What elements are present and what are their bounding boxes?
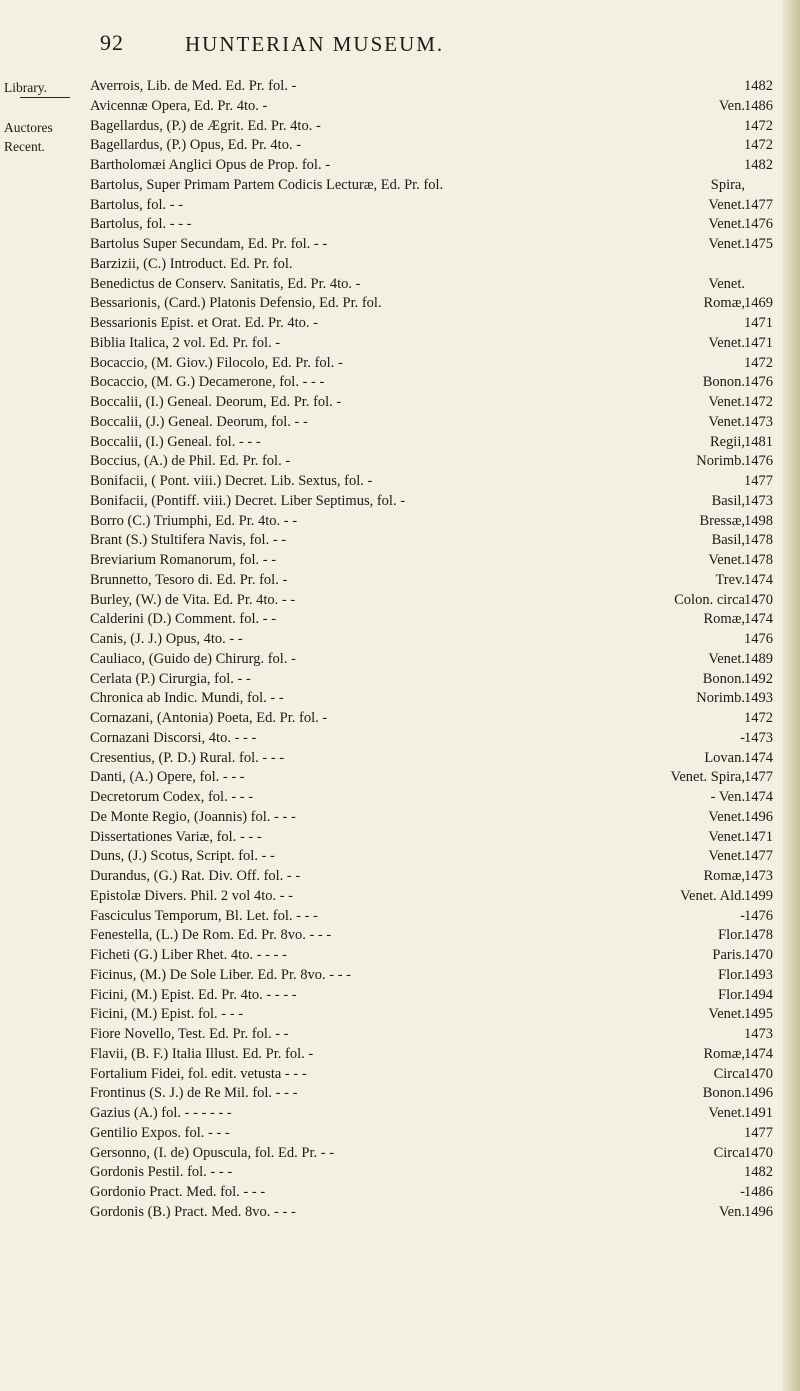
- entry-title: Fenestella, (L.) De Rom. Ed. Pr. 8vo. - - -: [90, 927, 332, 944]
- catalogue-entry: [0, 197, 800, 217]
- entry-year: 1472: [744, 394, 773, 410]
- entry-title: Ficheti (G.) Liber Rhet. 4to. - - - -: [90, 947, 287, 963]
- catalogue-entry: [0, 1184, 800, 1204]
- entry-place: Lovan.: [704, 749, 745, 766]
- catalogue-entry: [0, 572, 800, 592]
- entry-year: 1472: [744, 354, 773, 371]
- catalogue-entry: [0, 434, 800, 454]
- entry-place: Venet. Ald.: [680, 887, 745, 904]
- entry-year: 1486: [744, 1184, 773, 1200]
- entry-place: Venet.: [708, 196, 745, 213]
- entry-title: Dissertationes Variæ, fol. - - -: [90, 828, 262, 845]
- catalogue-entry: [0, 690, 800, 710]
- catalogue-entry: [0, 1026, 800, 1046]
- catalogue-entry: [0, 1145, 800, 1165]
- entry-year: 1475: [744, 236, 773, 252]
- catalogue-entry: [0, 414, 800, 434]
- entry-year: 1473: [744, 868, 773, 884]
- entry-title: Cresentius, (P. D.) Rural. fol. - - -: [90, 749, 285, 766]
- catalogue-entry: [0, 848, 800, 868]
- entry-place: Regii,: [709, 433, 745, 450]
- catalogue-entry: [0, 335, 800, 355]
- entry-year: 1469: [744, 295, 773, 312]
- entry-place: Spira,: [710, 176, 745, 193]
- catalogue-entry: [0, 513, 800, 533]
- entry-year: 1489: [744, 650, 773, 667]
- entry-title: Biblia Italica, 2 vol. Ed. Pr. fol. -: [90, 334, 281, 351]
- entry-title: Bartolus, fol. - -: [90, 196, 184, 213]
- entry-place: -: [740, 907, 745, 924]
- entry-title: Bocaccio, (M. G.) Decamerone, fol. - - -: [90, 374, 325, 391]
- entry-place: Trev.: [715, 571, 745, 588]
- catalogue-entry: [0, 789, 800, 809]
- entry-year: 1496: [744, 1203, 773, 1220]
- entry-year: 1474: [744, 749, 773, 766]
- entry-title: De Monte Regio, (Joannis) fol. - - -: [90, 808, 296, 825]
- entry-place: Circa: [713, 1065, 745, 1082]
- entry-title: Bagellardus, (P.) Opus, Ed. Pr. 4to. -: [90, 137, 302, 154]
- entry-year: 1474: [744, 789, 773, 805]
- entry-place: Venet.: [708, 650, 745, 667]
- catalogue-entry: [0, 868, 800, 888]
- entry-place: Venet.: [708, 1105, 745, 1121]
- entry-title: Gordonis Pestil. fol. - - -: [90, 1164, 233, 1181]
- entry-title: Breviarium Romanorum, fol. - -: [90, 552, 277, 568]
- running-title: HUNTERIAN MUSEUM.: [185, 32, 445, 56]
- catalogue-entry: [0, 829, 800, 849]
- entry-year: 1496: [744, 1085, 773, 1102]
- entry-title: Gordonio Pract. Med. fol. - - -: [90, 1184, 266, 1200]
- entry-title: Calderini (D.) Comment. fol. - -: [90, 611, 277, 628]
- entry-place: Venet.: [708, 1006, 745, 1023]
- entry-title: Bartolus, Super Primam Partem Codicis Lecturæ, Ed. Pr. fol.: [90, 176, 444, 193]
- entry-title: Brunnetto, Tesoro di. Ed. Pr. fol. -: [90, 571, 288, 588]
- entry-place: Circa: [713, 1144, 745, 1161]
- entry-title: Flavii, (B. F.) Italia Illust. Ed. Pr. fol. -: [90, 1045, 314, 1062]
- entry-title: Cornazani Discorsi, 4to. - - -: [90, 729, 257, 746]
- entry-year: 1482: [744, 78, 773, 94]
- entry-year: 1470: [744, 1144, 773, 1161]
- catalogue-entry: [0, 453, 800, 473]
- entry-year: 1496: [744, 808, 773, 825]
- entry-place: Romæ,: [703, 868, 745, 884]
- catalogue-entry: [0, 493, 800, 513]
- entry-year: 1476: [744, 453, 773, 470]
- catalogue-entry: [0, 374, 800, 394]
- entry-title: Boccalii, (I.) Geneal. fol. - - -: [90, 433, 261, 450]
- entry-title: Durandus, (G.) Rat. Div. Off. fol. - -: [90, 868, 301, 884]
- page-number: 92: [100, 30, 124, 55]
- entry-year: 1470: [744, 1065, 773, 1082]
- entry-year: 1477: [744, 473, 773, 489]
- catalogue-entry: [0, 236, 800, 256]
- entry-title: Chronica ab Indic. Mundi, fol. - -: [90, 690, 284, 707]
- entry-place: Basil,: [711, 532, 745, 549]
- entry-title: Bonifacii, (Pontiff. viii.) Decret. Liber Septimus, fol. -: [90, 492, 406, 509]
- entry-year: 1473: [744, 413, 773, 430]
- entry-place: Ven.: [718, 97, 745, 114]
- catalogue-entry: [0, 1006, 800, 1026]
- entry-title: Fortalium Fidei, fol. edit. vetusta - - -: [90, 1065, 307, 1082]
- entry-year: 1474: [744, 611, 773, 628]
- entry-place: Venet. Spira,: [670, 769, 745, 786]
- entry-title: Boccalii, (I.) Geneal. Deorum, Ed. Pr. fol. -: [90, 394, 342, 410]
- entry-place: Venet.: [708, 848, 745, 865]
- entry-title: Boccalii, (J.) Geneal. Deorum, fol. - -: [90, 413, 308, 430]
- entry-place: Ven.: [718, 1203, 745, 1220]
- entry-title: Borro (C.) Triumphi, Ed. Pr. 4to. - -: [90, 512, 298, 529]
- catalogue-entry: [0, 769, 800, 789]
- entry-title: Canis, (J. J.) Opus, 4to. - -: [90, 631, 243, 647]
- entry-year: 1482: [744, 157, 773, 173]
- entry-year: 1493: [744, 966, 773, 983]
- entry-year: 1474: [744, 1045, 773, 1062]
- catalogue-entry: [0, 927, 800, 947]
- catalogue-entry: [0, 78, 800, 98]
- entry-title: Duns, (J.) Scotus, Script. fol. - -: [90, 848, 275, 865]
- entry-year: 1499: [744, 887, 773, 904]
- entry-title: Epistolæ Divers. Phil. 2 vol 4to. - -: [90, 887, 293, 904]
- entry-title: Bonifacii, ( Pont. viii.) Decret. Lib. Sextus, fol. -: [90, 473, 373, 489]
- entry-place: Venet.: [708, 552, 745, 568]
- catalogue-entry: [0, 295, 800, 315]
- entry-place: Paris.: [712, 947, 745, 963]
- catalogue-entry: [0, 908, 800, 928]
- entry-year: 1493: [744, 690, 773, 707]
- entry-place: Norimb.: [696, 690, 745, 707]
- catalogue-entry: [0, 710, 800, 730]
- entry-year: 1477: [744, 196, 773, 213]
- entry-place: Venet.: [708, 334, 745, 351]
- entry-year: 1478: [744, 532, 773, 549]
- entry-year: 1473: [744, 1026, 773, 1042]
- entry-year: 1478: [744, 927, 773, 944]
- catalogue-entry: [0, 355, 800, 375]
- catalogue-entry: [0, 137, 800, 157]
- entry-place: Venet.: [708, 808, 745, 825]
- catalogue-entry: [0, 473, 800, 493]
- entry-title: Cauliaco, (Guido de) Chirurg. fol. -: [90, 650, 296, 667]
- entry-place: Flor.: [718, 966, 745, 983]
- entry-place: Bonon.: [702, 374, 745, 391]
- entry-year: 1478: [744, 552, 773, 568]
- catalogue-entry: [0, 631, 800, 651]
- entry-place: Venet.: [708, 236, 745, 252]
- entry-year: 1476: [744, 907, 773, 924]
- catalogue-entry: [0, 315, 800, 335]
- catalogue-entry: [0, 98, 800, 118]
- entry-title: Decretorum Codex, fol. - - -: [90, 789, 254, 805]
- entry-year: 1486: [744, 97, 773, 114]
- catalogue-entry: [0, 750, 800, 770]
- entry-title: Bartolus Super Secundam, Ed. Pr. fol. - -: [90, 236, 328, 252]
- entry-year: 1477: [744, 769, 773, 786]
- entry-title: Bessarionis Epist. et Orat. Ed. Pr. 4to. -: [90, 315, 318, 331]
- entry-title: Benedictus de Conserv. Sanitatis, Ed. Pr. 4to. -: [90, 275, 361, 292]
- entry-place: - Ven.: [710, 789, 745, 805]
- entry-year: 1476: [744, 216, 773, 233]
- entry-place: Flor.: [718, 986, 745, 1003]
- entry-place: Romæ,: [703, 1045, 745, 1062]
- entry-year: 1473: [744, 492, 773, 509]
- entry-title: Fasciculus Temporum, Bl. Let. fol. - - -: [90, 907, 318, 924]
- entry-year: 1473: [744, 729, 773, 746]
- entry-year: 1472: [744, 117, 773, 134]
- entry-place: -: [740, 729, 745, 746]
- entry-place: Flor.: [718, 927, 745, 944]
- catalogue-entry: [0, 671, 800, 691]
- entry-place: Romæ,: [703, 295, 745, 312]
- catalogue-entry: [0, 256, 800, 276]
- catalogue-entry: [0, 1125, 800, 1145]
- catalogue-entry: [0, 177, 800, 197]
- entry-title: Ficinus, (M.) De Sole Liber. Ed. Pr. 8vo. - - -: [90, 966, 351, 983]
- entry-year: 1472: [744, 137, 773, 154]
- catalogue-entry: [0, 532, 800, 552]
- entry-title: Boccius, (A.) de Phil. Ed. Pr. fol. -: [90, 453, 291, 470]
- entry-year: 1492: [744, 670, 773, 687]
- entry-year: 1472: [744, 710, 773, 726]
- entry-title: Bartolus, fol. - - -: [90, 216, 192, 233]
- catalogue-entry: [0, 611, 800, 631]
- entry-title: Gersonno, (I. de) Opuscula, fol. Ed. Pr. - -: [90, 1144, 335, 1161]
- entry-place: Venet.: [708, 413, 745, 430]
- entry-year: 1494: [744, 986, 773, 1003]
- entry-place: Norimb.: [696, 453, 745, 470]
- entry-year: 1481: [744, 433, 773, 450]
- entry-title: Gentilio Expos. fol. - - -: [90, 1124, 230, 1141]
- catalogue-entry: [0, 394, 800, 414]
- entry-title: Averrois, Lib. de Med. Ed. Pr. fol. -: [90, 78, 297, 94]
- entry-title: Barzizii, (C.) Introduct. Ed. Pr. fol.: [90, 255, 293, 272]
- entry-year: 1477: [744, 848, 773, 865]
- entry-place: Venet.: [708, 275, 745, 292]
- catalogue-entry: [0, 118, 800, 138]
- entry-title: Avicennæ Opera, Ed. Pr. 4to. -: [90, 97, 268, 114]
- entry-title: Gazius (A.) fol. - - - - - -: [90, 1105, 232, 1121]
- entry-year: 1470: [744, 591, 773, 608]
- entry-title: Burley, (W.) de Vita. Ed. Pr. 4to. - -: [90, 591, 296, 608]
- catalogue-entry: [0, 1164, 800, 1184]
- catalogue-entry: [0, 1046, 800, 1066]
- entry-year: 1474: [744, 571, 773, 588]
- entry-year: 1476: [744, 631, 773, 647]
- entry-title: Bessarionis, (Card.) Platonis Defensio, Ed. Pr. fol.: [90, 295, 382, 312]
- entry-place: Colon. circa: [674, 591, 745, 608]
- catalogue-entry: [0, 809, 800, 829]
- entry-title: Cornazani, (Antonia) Poeta, Ed. Pr. fol. -: [90, 710, 328, 726]
- entry-title: Ficini, (M.) Epist. Ed. Pr. 4to. - - - -: [90, 986, 297, 1003]
- catalogue-entry: [0, 1085, 800, 1105]
- catalogue-entry: [0, 967, 800, 987]
- entry-title: Cerlata (P.) Cirurgia, fol. - -: [90, 670, 251, 687]
- catalogue-entry: [0, 276, 800, 296]
- catalogue-entry: [0, 987, 800, 1007]
- entry-year: 1491: [744, 1105, 773, 1121]
- catalogue-entry: [0, 157, 800, 177]
- entry-year: 1471: [744, 315, 773, 331]
- catalogue-entry: [0, 888, 800, 908]
- entry-place: Venet.: [708, 216, 745, 233]
- side-label-library: Library.: [4, 80, 47, 95]
- entry-title: Frontinus (S. J.) de Re Mil. fol. - - -: [90, 1085, 298, 1102]
- entry-place: Bonon.: [702, 1085, 745, 1102]
- entry-year: 1471: [744, 828, 773, 845]
- entry-place: Romæ,: [703, 611, 745, 628]
- entry-year: 1482: [744, 1164, 773, 1181]
- catalogue-list: [0, 78, 800, 1224]
- entry-year: 1498: [744, 512, 773, 529]
- entry-title: Danti, (A.) Opere, fol. - - -: [90, 769, 245, 786]
- entry-year: 1470: [744, 947, 773, 963]
- side-label-recent: Recent.: [4, 139, 45, 154]
- catalogue-entry: [0, 592, 800, 612]
- entry-year: 1476: [744, 374, 773, 391]
- entry-title: Bartholomæi Anglici Opus de Prop. fol. -: [90, 157, 331, 173]
- entry-place: Basil,: [711, 492, 745, 509]
- entry-place: -: [740, 1184, 745, 1200]
- entry-year: 1477: [744, 1124, 773, 1141]
- entry-place: Venet.: [708, 828, 745, 845]
- entry-title: Brant (S.) Stultifera Navis, fol. - -: [90, 532, 287, 549]
- entry-place: Venet.: [708, 394, 745, 410]
- catalogue-entry: [0, 552, 800, 572]
- catalogue-entry: [0, 651, 800, 671]
- entry-title: Bagellardus, (P.) de Ægrit. Ed. Pr. 4to. -: [90, 117, 321, 134]
- entry-title: Ficini, (M.) Epist. fol. - - -: [90, 1006, 244, 1023]
- catalogue-entry: [0, 216, 800, 236]
- catalogue-entry: [0, 1066, 800, 1086]
- entry-year: 1471: [744, 334, 773, 351]
- catalogue-entry: [0, 947, 800, 967]
- catalogue-entry: [0, 730, 800, 750]
- side-label-auctores: Auctores: [4, 120, 53, 135]
- entry-title: Fiore Novello, Test. Ed. Pr. fol. - -: [90, 1026, 289, 1042]
- catalogue-entry: [0, 1105, 800, 1125]
- entry-place: Bressæ,: [699, 512, 745, 529]
- entry-place: Bonon.: [702, 670, 745, 687]
- entry-year: 1495: [744, 1006, 773, 1023]
- entry-title: Gordonis (B.) Pract. Med. 8vo. - - -: [90, 1203, 296, 1220]
- catalogue-entry: [0, 1204, 800, 1224]
- entry-title: Bocaccio, (M. Giov.) Filocolo, Ed. Pr. fol. -: [90, 354, 343, 371]
